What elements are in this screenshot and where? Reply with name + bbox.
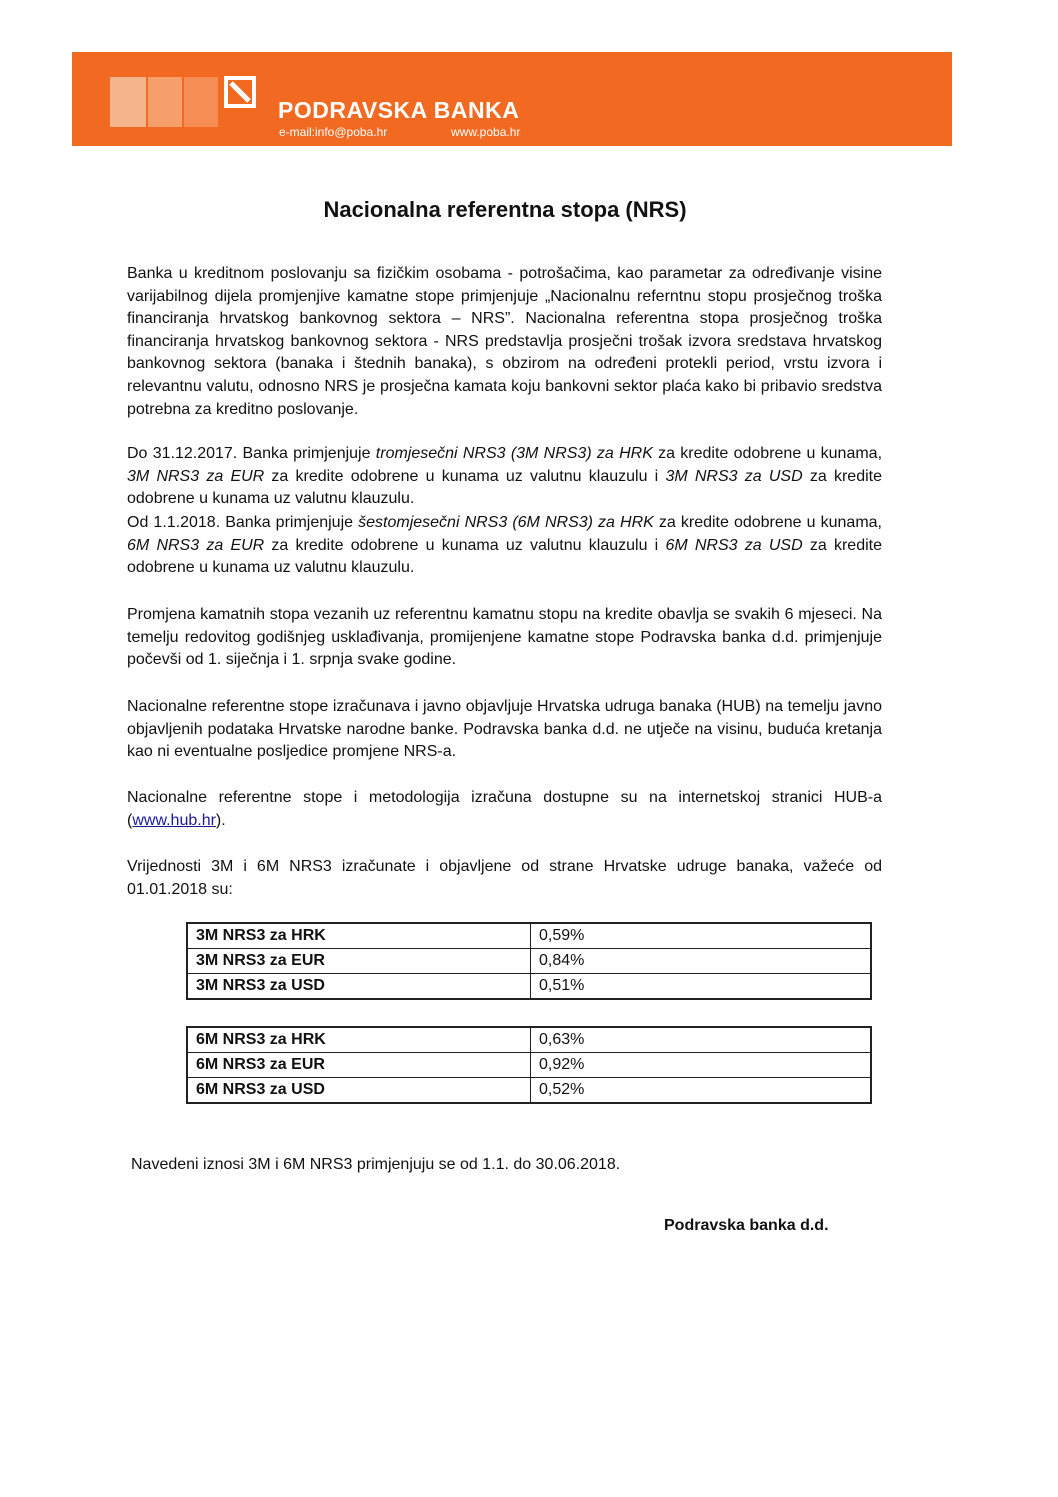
header-fade-block: [110, 77, 146, 127]
values-intro-paragraph: Vrijednosti 3M i 6M NRS3 izračunate i objavljene od strane Hrvatske udruge banaka, važeće od 01.01.2018 su:: [127, 858, 882, 898]
hub-link[interactable]: www.hub.hr: [132, 811, 216, 829]
validity-note: Navedeni iznosi 3M i 6M NRS3 primjenjuju se od 1.1. do 30.06.2018.: [131, 1156, 621, 1173]
table-row: [187, 1078, 871, 1104]
brand-name: PODRAVSKA BANKA: [278, 97, 520, 123]
rate-value: 0,63%: [531, 1027, 872, 1053]
table-6m-rates: [186, 1026, 872, 1104]
hub-paragraph: Nacionalne referentne stope izračunava i javno objavljuje Hrvatska udruga banaka (HUB) na temelju javno objavljenih podataka Hrvatske narodne banke. Podravska banka d.d. ne utječe na visinu, buduća kretanja kao ni eventualne posljedice promjene NRS-a.: [127, 698, 882, 761]
table-3m-rates: [186, 922, 872, 1000]
rate-name: 3M NRS3 za USD: [187, 974, 531, 1000]
intro-paragraph: Banka u kreditnom poslovanju sa fizičkim osobama - potrošačima, kao parametar za određivanje visine varijabilnog dijela promjenjive kamatne stope primjenjuje „Nacionalnu referntnu stopu prosječnog troška financiranja hrvatskog bankovnog sektora – NRS”. Nacionalna referentna stopa prosječnog troška financiranja hrvatskog bankovnog sektora - NRS predstavlja prosječni trošak izvora sredstava hrvatskog bankovnog sektora (banaka i štednih banaka), s obzirom na određeni protekli period, vrstu izvora i relevantnu valutu, odnosno NRS je prosječna kamata koju bankovni sektor plaća kako bi pribavio sredstva potrebna za kreditno poslovanje.: [127, 265, 882, 418]
table-row: [187, 1027, 871, 1053]
rate-change-paragraph: Promjena kamatnih stopa vezanih uz referentnu kamatnu stopu na kredite obavlja se svakih 6 mjeseci. Na temelju redovitog godišnjeg usklađivanja, promijenjene kamatne stope Podravska banka d.d. primjenjuje počevši od 1. siječnja i 1. srpnja svake godine.: [127, 606, 882, 669]
table-row: [187, 974, 871, 1000]
bank-logo-icon: [224, 76, 256, 108]
rate-name: 3M NRS3 za HRK: [187, 923, 531, 949]
rate-name: 6M NRS3 za HRK: [187, 1027, 531, 1053]
rate-name: 6M NRS3 za USD: [187, 1078, 531, 1104]
header-fade-block: [148, 77, 182, 127]
rate-name: 6M NRS3 za EUR: [187, 1053, 531, 1078]
page-title: Nacionalna referentna stopa (NRS): [323, 197, 687, 222]
rate-value: 0,51%: [531, 974, 872, 1000]
rate-name: 3M NRS3 za EUR: [187, 949, 531, 974]
table-row: [187, 1053, 871, 1078]
header-banner: [72, 52, 952, 146]
paragraph-from-2018: Od 1.1.2018. Banka primjenjuje šestomjesečni NRS3 (6M NRS3) za HRK za kredite odobrene u kunama, 6M NRS3 za EUR za kredite odobrene u kunama uz valutnu klauzulu i 6M NRS3 za USD za kredite odobrene u kunama uz valutnu klauzulu.: [127, 514, 883, 577]
header-email: e-mail:info@poba.hr: [279, 125, 388, 139]
rate-value: 0,59%: [531, 923, 872, 949]
rate-value: 0,84%: [531, 949, 872, 974]
header-fade-block: [184, 77, 218, 127]
signature: Podravska banka d.d.: [664, 1217, 829, 1234]
methodology-paragraph: Nacionalne referentne stope i metodologija izračuna dostupne su na internetskoj stranici HUB-a (www.hub.hr).: [127, 789, 882, 829]
header-website: www.poba.hr: [451, 125, 521, 139]
table-row: [187, 949, 871, 974]
rate-value: 0,52%: [531, 1078, 872, 1104]
rate-value: 0,92%: [531, 1053, 872, 1078]
paragraph-until-2017: Do 31.12.2017. Banka primjenjuje tromjesečni NRS3 (3M NRS3) za HRK za kredite odobrene u kunama, 3M NRS3 za EUR za kredite odobrene u kunama uz valutnu klauzulu i 3M NRS3 za USD za kredite odobrene u kunama uz valutnu klauzulu.: [127, 445, 883, 508]
table-row: [187, 923, 871, 949]
